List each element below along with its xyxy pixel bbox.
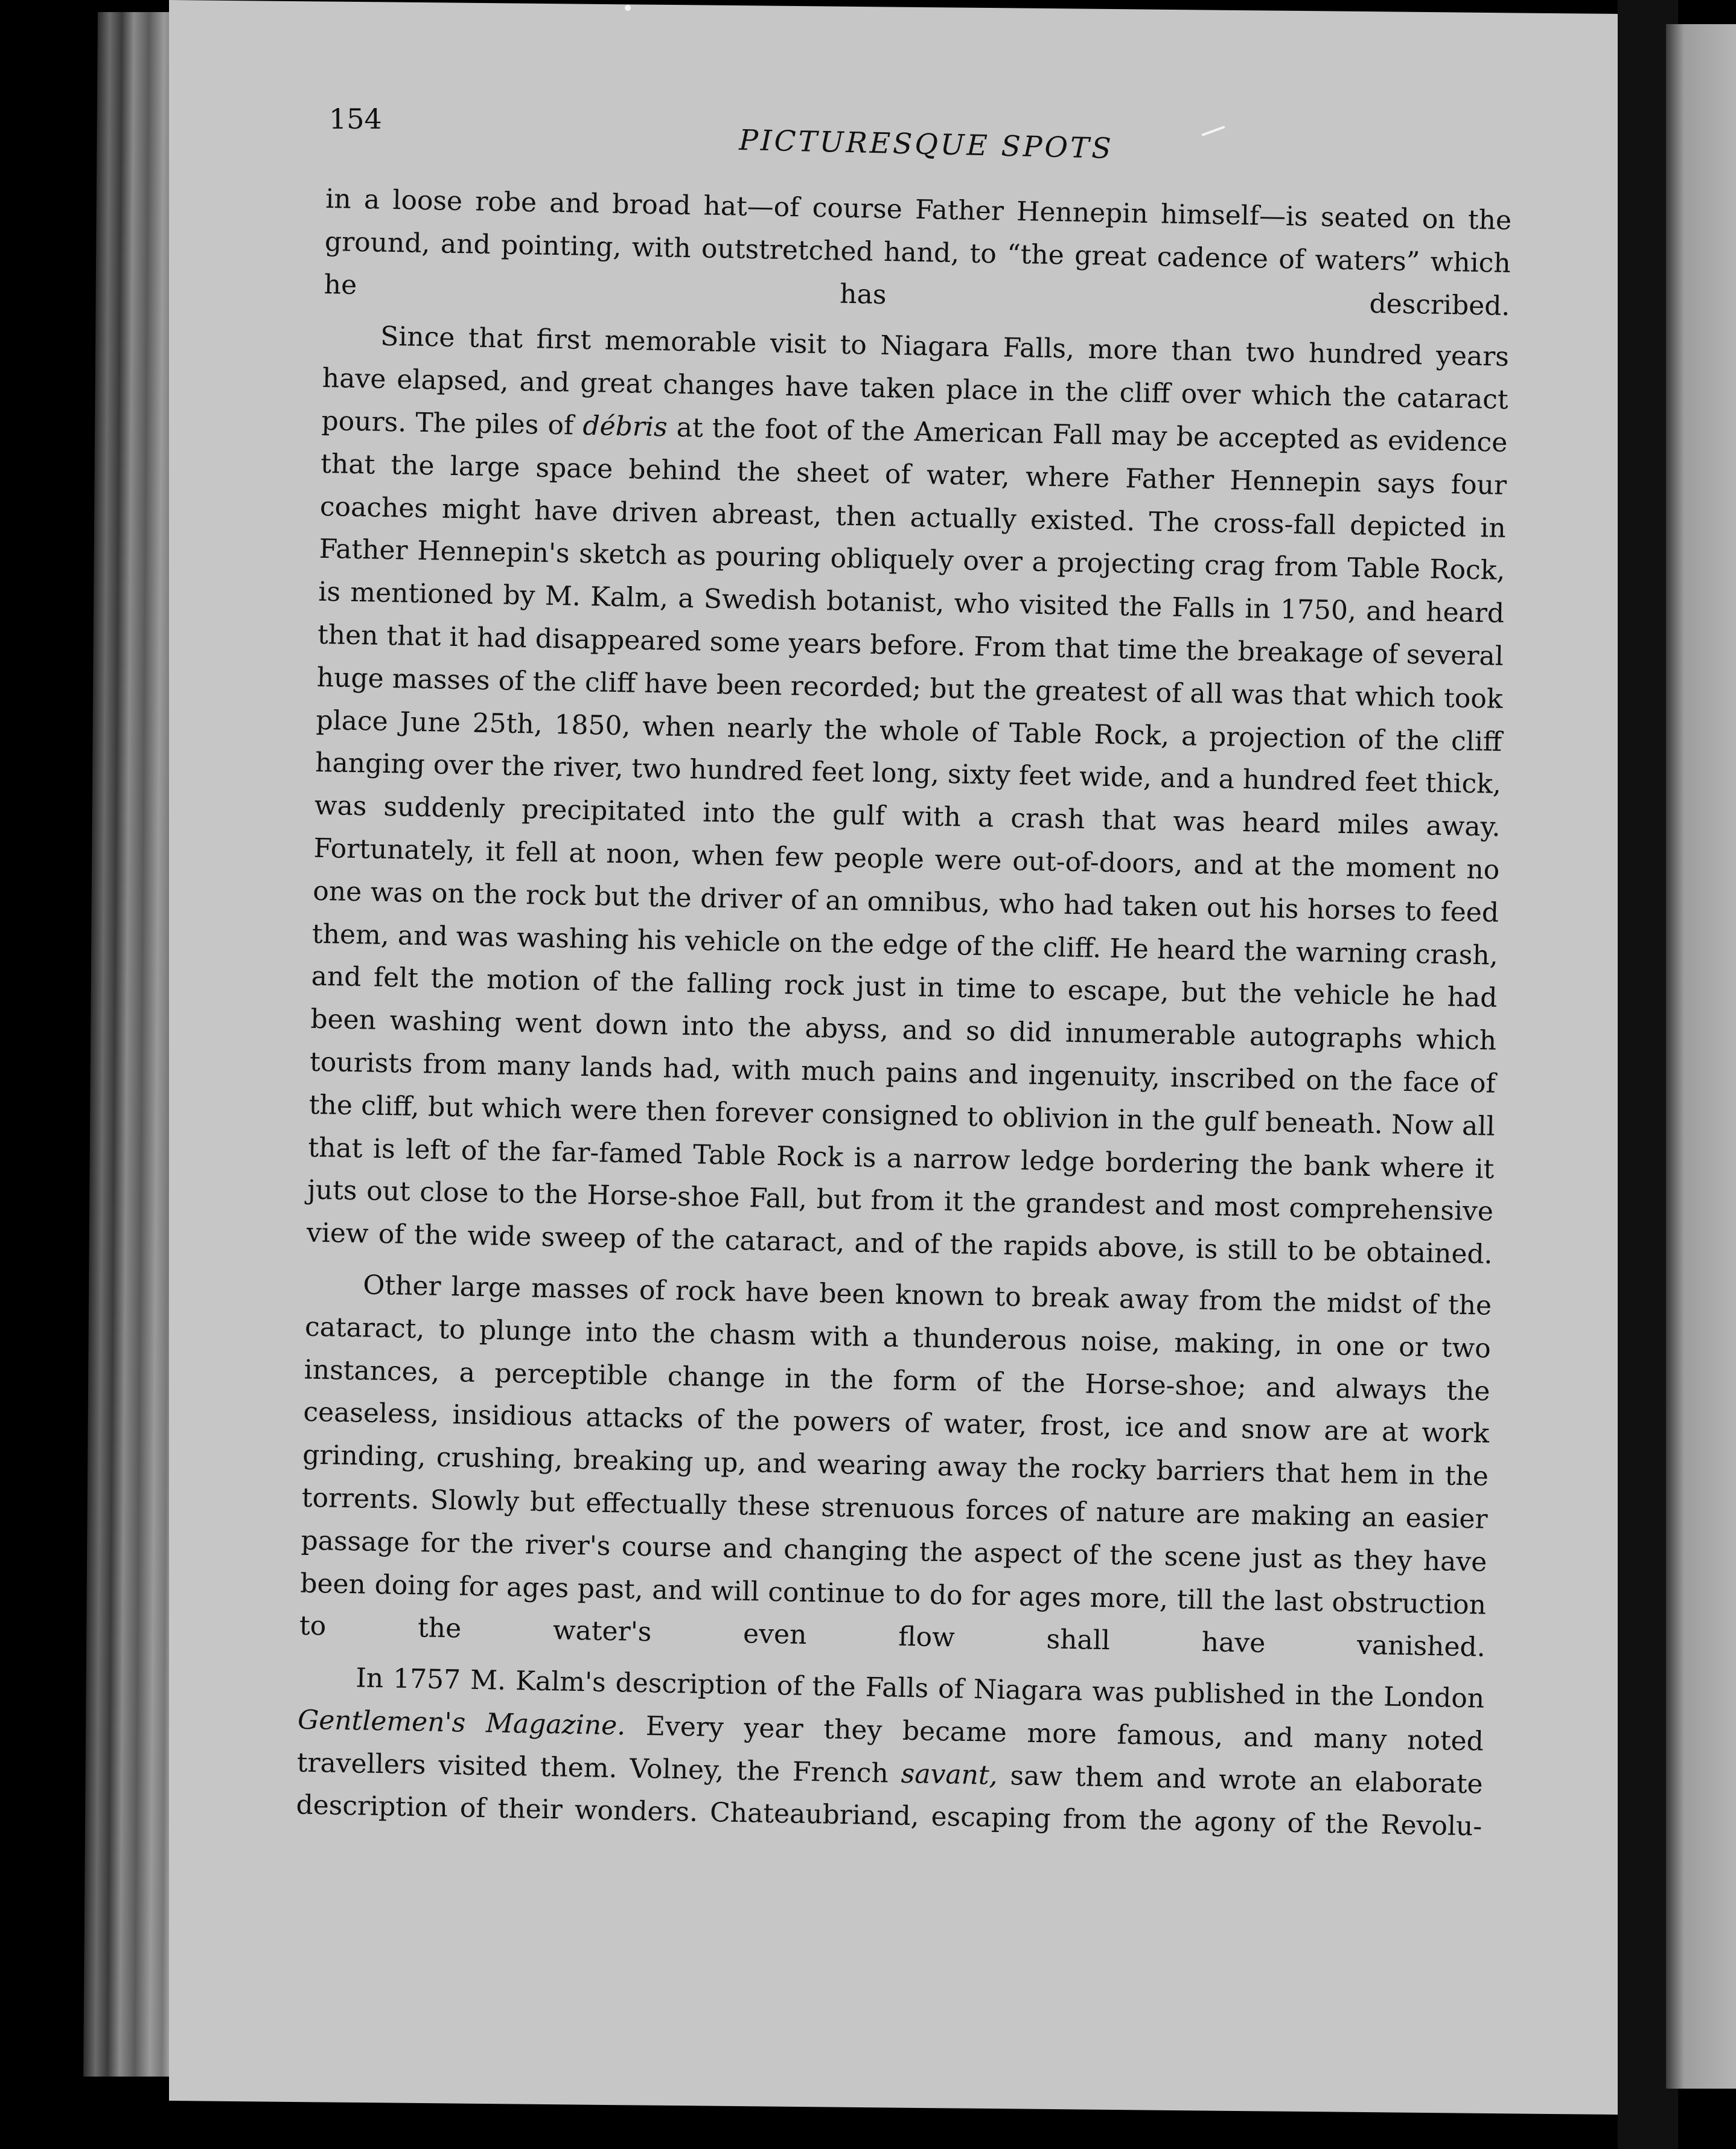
page-number: 154 xyxy=(329,103,382,135)
italic-magazine-title: Gentlemen's Magazine. xyxy=(297,1704,626,1742)
body-text xyxy=(296,178,1512,1849)
italic-debris: débris xyxy=(582,410,668,443)
paragraph-2-text-a: Since that first memorable visit to Niagara Falls, more than two hundred years have elapsed, and great changes have taken place in the cliff over which the cataract pours. The piles of xyxy=(321,321,1510,441)
paragraph-2 xyxy=(306,315,1509,1276)
paragraph-4-text-a: In 1757 M. Kalm's description of the Falls of Niagara was published in the London xyxy=(356,1662,1485,1714)
facing-page-edge xyxy=(1666,24,1736,2089)
scan-speck xyxy=(625,5,631,11)
paragraph-3 xyxy=(299,1263,1492,1670)
paragraph-1-text: in a loose robe and broad hat—of course Father Hennepin himself—is seated on the ground, and pointing, with outstretched hand, to “the great cadence of waters” which he has described. xyxy=(324,183,1512,322)
paragraph-4-text-c: saw them and wrote an elaborate description of their wonders. Chateaubriand, escaping from the agony of the Revolu- xyxy=(296,1760,1484,1843)
paragraph-2-text-b: at the foot of the American Fall may be accepted as evidence that the large space behind the sheet of water, where Father Hennepin says four coaches might have driven abreast, then actually existed. The cross-fall depicted in Father Hennepin's sketch as pouring obliquely over a projecting crag from Table Rock, is mentioned by M. Kalm, a Swedish botanist, who visited the Falls in 1750, and heard then that it had disappeared some years before. From that time the breakage of several huge masses of the cliff have been recorded; but the greatest of all was that which took place June 25th, 1850, when nearly the whole of Table Rock, a projection of the cliff hanging over the river, two hundred feet long, sixty feet wide, and a hundred feet thick, was suddenly precipitated into the gulf with a crash that was heard miles away. Fortunately, it fell at noon, when few people were out-of-doors, and at the moment no one was on the rock but the driver of an omnibus, who had taken out his horses to feed them, and was washing his vehicle on the edge of the cliff. He heard the warning crash, and felt the motion of the falling rock just in time to escape, but the vehicle he had been washing went down into the abyss, and so did innumerable autographs which tourists from many lands had, with much pains and ingenuity, inscribed on the face of the cliff, but which were then forever consigned to oblivion in the gulf beneath. Now all that is left of the far-famed Table Rock is a narrow ledge bordering the bank where it juts out close to the Horse-shoe Fall, but from it the grandest and most comprehensive view of the wide sweep of the cataract, and of the rapids above, is still to be obtained. xyxy=(306,412,1508,1270)
paragraph-4 xyxy=(296,1656,1485,1849)
italic-savant: savant, xyxy=(901,1758,998,1791)
paragraph-1 xyxy=(324,178,1512,328)
running-title: PICTURESQUE SPOTS xyxy=(738,124,1114,166)
paragraph-3-text: Other large masses of rock have been known to break away from the midst of the cataract, to plunge into the chasm with a thunderous noise, making, in one or two instances, a perceptible change in the form of the Horse-shoe; and always the ceaseless, insidious attacks of the powers of water, frost, ice and snow are at work grinding, crushing, breaking up, and wearing away the rocky barriers that hem in the torrents. Slowly but effectually these strenuous forces of nature are making an easier passage for the river's course and changing the aspect of the scene just as they have been doing for ages past, and will continue to do for ages more, till the last obstruction to the water's even flow shall have vanished. xyxy=(299,1269,1492,1663)
paragraph-4-text-b: Every year they became more famous, and many noted travellers visited them. Volney, the French xyxy=(296,1710,1484,1789)
